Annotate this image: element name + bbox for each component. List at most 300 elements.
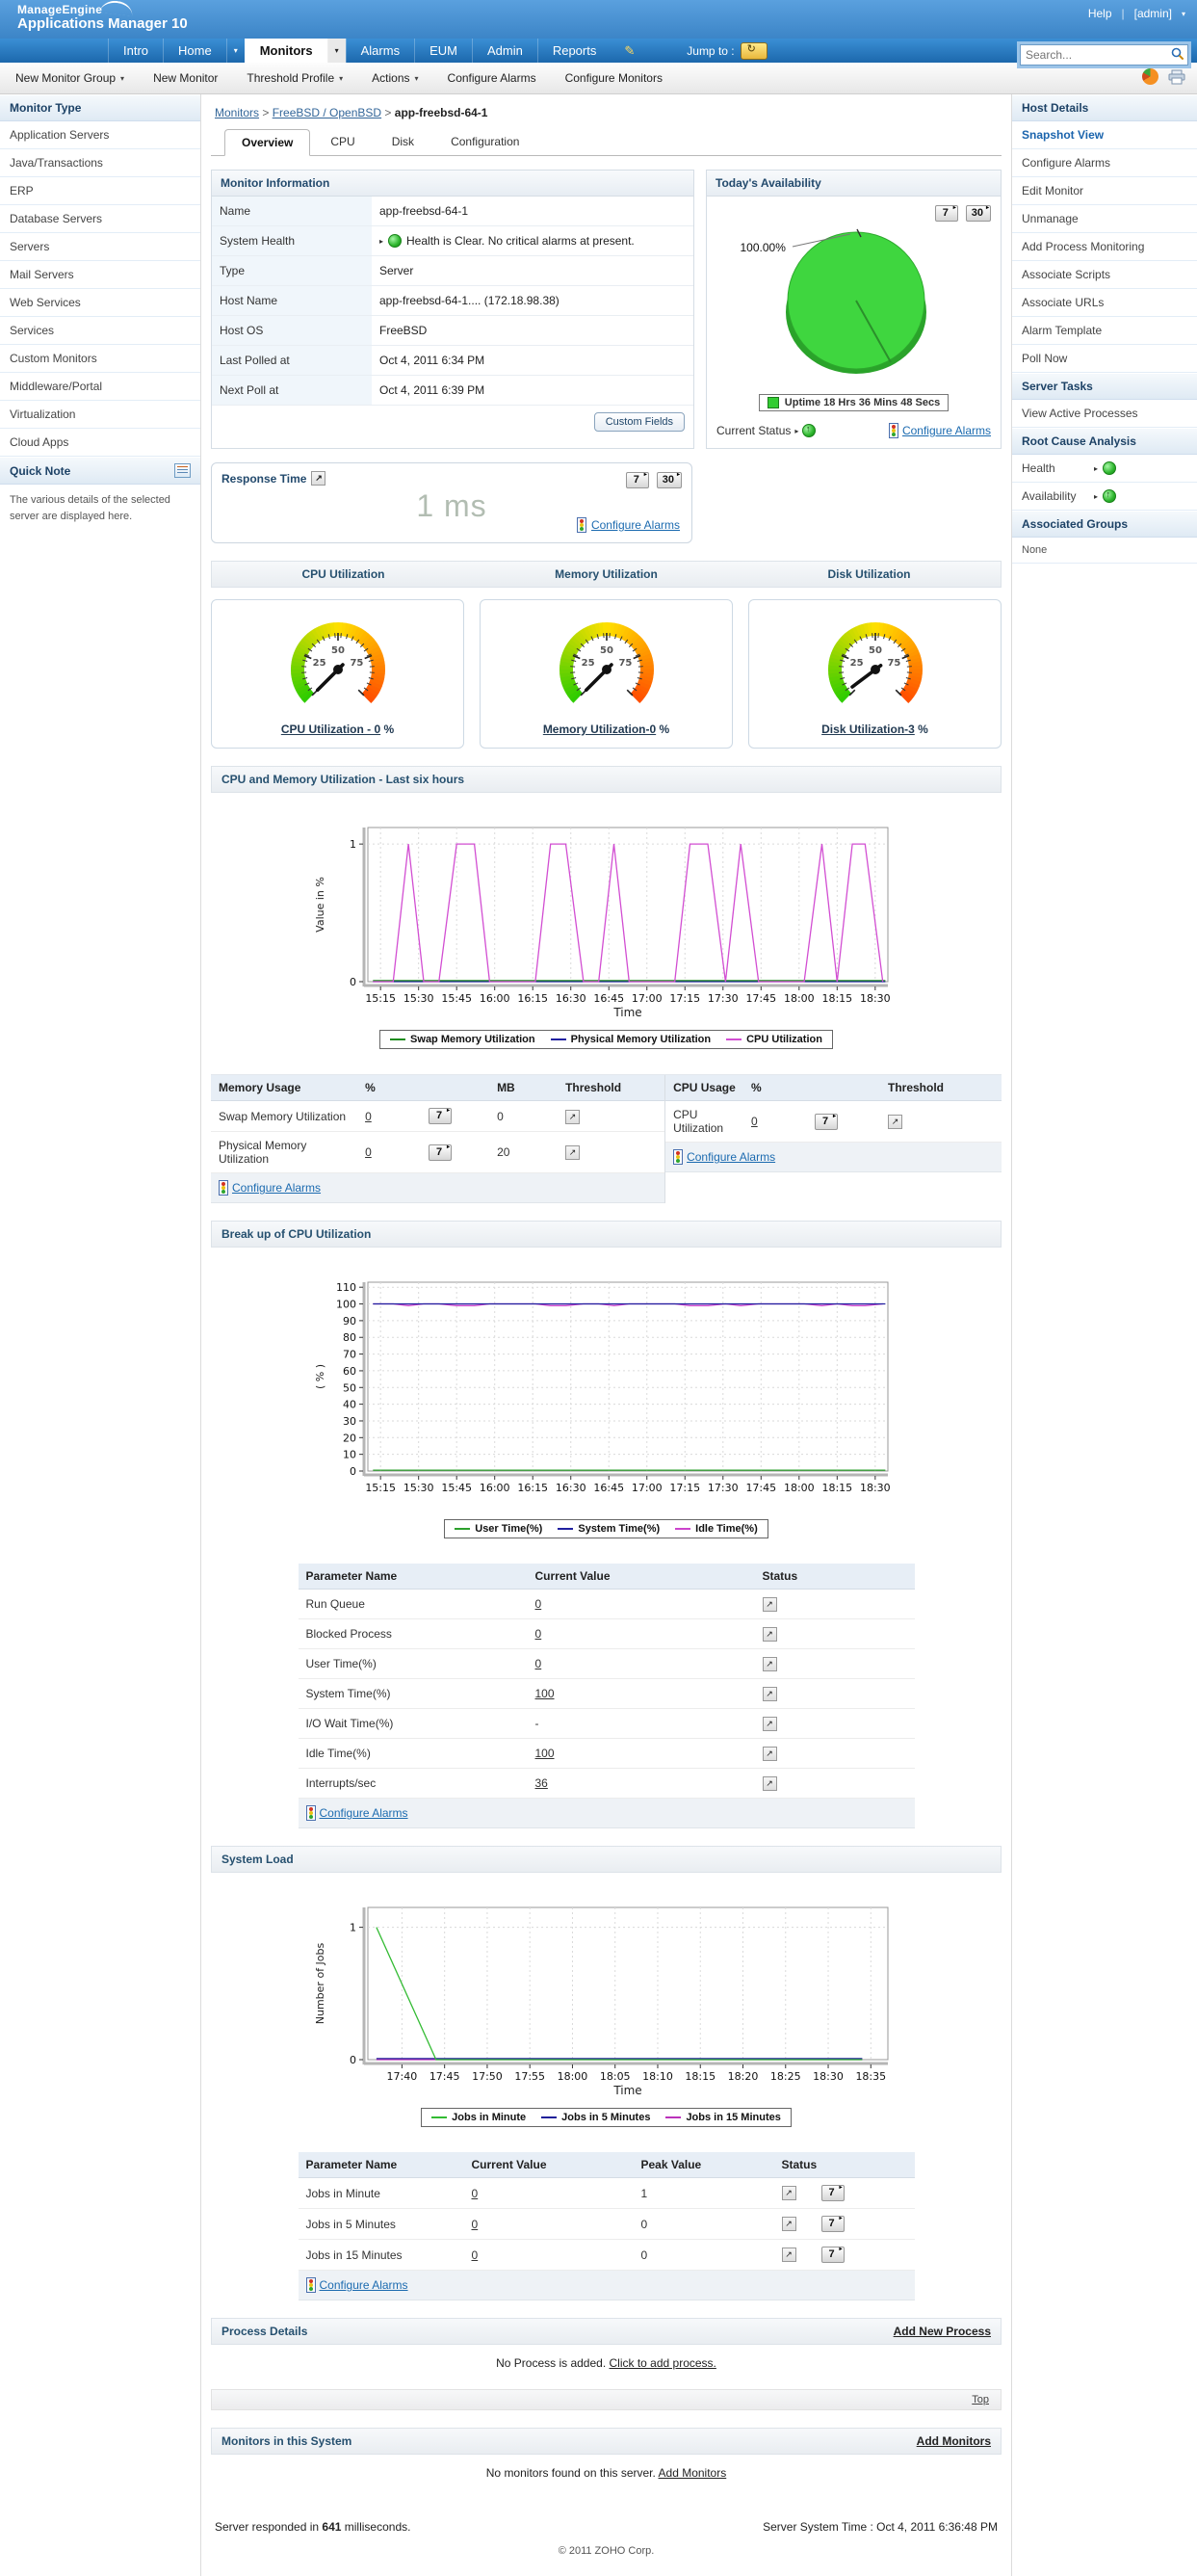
monitor-info-text: Health is Clear. No critical alarms at present. — [406, 234, 635, 248]
cpu-memory-chart-section — [211, 766, 1002, 1203]
current-value[interactable]: 0 — [535, 1627, 542, 1641]
svg-text:18:15: 18:15 — [821, 992, 852, 1005]
configure-alarms-link[interactable]: Configure Alarms — [687, 1150, 775, 1164]
svg-text:18:20: 18:20 — [727, 2070, 758, 2083]
breadcrumb-link-monitors[interactable]: Monitors — [215, 106, 259, 119]
monitor-information-header: Monitor Information — [212, 171, 693, 197]
param-name: Jobs in Minute — [299, 2178, 464, 2209]
sidebar-item-unmanage[interactable]: Unmanage — [1012, 205, 1197, 233]
param-name: Jobs in 5 Minutes — [299, 2209, 464, 2240]
last-7-days-button[interactable]: 7 ▸ — [429, 1144, 452, 1161]
top-header — [0, 0, 1197, 39]
toolbar-configure-alarms[interactable] — [448, 71, 536, 85]
gauge-link[interactable]: Memory Utilization-0 — [543, 723, 656, 736]
gauge-canvas — [266, 608, 410, 718]
quick-note-text: The various details of the selected server are displayed here. — [0, 485, 200, 532]
help-link[interactable]: Help — [1088, 7, 1112, 20]
gauge-label — [749, 723, 1001, 736]
monitor-info-row — [212, 226, 693, 256]
svg-text:16:00: 16:00 — [479, 1482, 509, 1494]
svg-text:16:45: 16:45 — [593, 1482, 624, 1494]
custom-fields-button[interactable]: Custom Fields — [594, 412, 685, 432]
monitor-type-list — [0, 121, 200, 457]
monitor-info-value — [372, 197, 693, 225]
value-link[interactable]: 0 — [365, 1110, 372, 1123]
gauge-cpu-utilization-0 — [211, 599, 464, 749]
rca-label: Availability — [1022, 489, 1089, 503]
traffic-light-icon — [306, 1805, 316, 1821]
toolbar-new-monitor[interactable] — [153, 71, 218, 85]
cpu-memory-chart-title: CPU and Memory Utilization - Last six hours — [221, 773, 464, 786]
table-row — [299, 1649, 915, 1679]
param-name: Jobs in 15 Minutes — [299, 2240, 464, 2271]
peak-value: 0 — [634, 2240, 774, 2271]
gauge-label — [481, 723, 732, 736]
value-link[interactable]: 0 — [365, 1145, 372, 1159]
last-7-days-button[interactable]: 7 ▸ — [821, 2247, 845, 2263]
last-7-days-button[interactable]: 7 ▸ — [429, 1108, 452, 1124]
sidebar-item-cloud-apps[interactable]: Cloud Apps — [0, 429, 200, 457]
col-header: Threshold — [880, 1075, 1002, 1101]
process-details-section — [211, 2318, 1002, 2410]
sidebar-item-custom-monitors[interactable]: Custom Monitors — [0, 345, 200, 373]
mb-value: 0 — [489, 1101, 558, 1132]
svg-text:90: 90 — [343, 1315, 356, 1327]
sidebar-item-servers[interactable]: Servers — [0, 233, 200, 261]
sidebar-item-snapshot-view[interactable]: Snapshot View — [1012, 121, 1197, 149]
svg-text:17:15: 17:15 — [669, 992, 700, 1005]
monitor-information-panel — [211, 170, 694, 449]
current-value[interactable]: 0 — [472, 2218, 479, 2231]
cpu-memory-chart — [211, 793, 1002, 1059]
threshold-icon[interactable]: ↗ — [763, 1597, 777, 1612]
svg-text:Time: Time — [612, 1006, 641, 1019]
toolbar-configure-monitors[interactable] — [565, 71, 663, 85]
sidebar-item-view-active-processes[interactable]: View Active Processes — [1012, 400, 1197, 428]
monitor-info-value — [372, 346, 693, 375]
process-details-title: Process Details — [221, 2325, 307, 2338]
gauge-row — [211, 599, 1002, 749]
note-icon — [174, 463, 191, 478]
system-load-title: System Load — [221, 1853, 294, 1866]
svg-text:0: 0 — [350, 2054, 356, 2066]
svg-text:16:30: 16:30 — [555, 1482, 585, 1494]
current-value[interactable]: 36 — [535, 1776, 548, 1790]
threshold-icon[interactable]: ↗ — [763, 1747, 777, 1761]
monitor-info-text: app-freebsd-64-1 — [379, 204, 468, 218]
traffic-light-icon — [306, 2277, 316, 2293]
memory-utilization-header: Memory Utilization — [475, 567, 738, 581]
svg-text:50: 50 — [600, 645, 613, 656]
legend-swatch-icon — [455, 1528, 470, 1530]
availability-legend — [759, 394, 949, 411]
memory-usage-table — [211, 1075, 664, 1203]
legend-swatch-icon — [726, 1038, 742, 1040]
configure-alarms — [673, 1149, 994, 1165]
table-row — [299, 1709, 915, 1739]
chevron-down-icon: ▾ — [415, 74, 419, 83]
toolbar-new-monitor-group[interactable] — [15, 71, 124, 85]
current-value[interactable]: 0 — [535, 1597, 542, 1611]
add-monitors-link[interactable]: Add Monitors — [917, 2434, 991, 2448]
monitor-info-label: Next Poll at — [212, 376, 372, 405]
nav-tab-alarms[interactable]: Alarms — [346, 39, 414, 63]
sidebar-item-edit-monitor[interactable]: Edit Monitor — [1012, 177, 1197, 205]
sidebar-item-middleware-portal[interactable]: Middleware/Portal — [0, 373, 200, 401]
monitor-info-label: Type — [212, 256, 372, 285]
cpu-parameters-table — [299, 1564, 915, 1828]
monitor-info-row — [212, 256, 693, 286]
toolbar-actions[interactable] — [372, 71, 418, 85]
cpu-parameters-table — [299, 1564, 915, 1828]
svg-text:15:45: 15:45 — [441, 992, 472, 1005]
monitor-info-row — [212, 197, 693, 226]
mb-value: 20 — [489, 1132, 558, 1173]
legend-item — [551, 1034, 711, 1045]
add-new-process-link[interactable]: Add New Process — [894, 2325, 991, 2338]
svg-text:15:45: 15:45 — [441, 1482, 472, 1494]
legend-label: Swap Memory Utilization — [410, 1034, 535, 1045]
svg-text:0: 0 — [350, 976, 356, 988]
svg-text:18:25: 18:25 — [769, 2070, 800, 2083]
col-header: Peak Value — [634, 2152, 774, 2178]
last-7-days-button[interactable]: 7 ▸ — [935, 205, 958, 222]
threshold-icon[interactable]: ↗ — [763, 1776, 777, 1791]
main-content — [201, 94, 1011, 2576]
table-row — [299, 1769, 915, 1799]
toolbar-items — [15, 71, 663, 85]
svg-text:15:15: 15:15 — [365, 992, 396, 1005]
legend-label: Jobs in 5 Minutes — [561, 2112, 650, 2123]
nav-caret-monitors[interactable]: ▾ — [327, 39, 346, 63]
nav-tab-monitors[interactable]: Monitors — [245, 39, 327, 63]
sidebar-item-web-services[interactable]: Web Services — [0, 289, 200, 317]
svg-text:18:15: 18:15 — [821, 1482, 852, 1494]
threshold-icon[interactable]: ↗ — [763, 1627, 777, 1642]
rail-list-associated-groups — [1012, 538, 1197, 564]
monitor-info-value — [372, 286, 693, 315]
nav-tab-reports[interactable]: Reports — [537, 39, 612, 63]
sidebar-item-mail-servers[interactable]: Mail Servers — [0, 261, 200, 289]
sidebar-item-database-servers[interactable]: Database Servers — [0, 205, 200, 233]
logo-line2: Applications Manager 10 — [17, 16, 188, 33]
nav-items — [108, 39, 611, 63]
sidebar-item-services[interactable]: Services — [0, 317, 200, 345]
click-to-add-process-link[interactable]: Click to add process. — [610, 2356, 716, 2370]
configure-alarms-link[interactable]: Configure Alarms — [591, 518, 680, 532]
svg-text:17:40: 17:40 — [386, 2070, 417, 2083]
svg-text:17:00: 17:00 — [631, 1482, 662, 1494]
search-area — [1017, 41, 1191, 68]
col-header: Parameter Name — [299, 2152, 464, 2178]
traffic-light-icon — [673, 1149, 683, 1165]
threshold-icon[interactable]: ↗ — [782, 2217, 796, 2231]
table-row — [299, 1739, 915, 1769]
peak-value: 0 — [634, 2209, 774, 2240]
value-link[interactable]: 0 — [751, 1115, 758, 1128]
legend-swatch-icon — [665, 2116, 681, 2118]
table-row — [299, 1619, 915, 1649]
sidebar-item-associate-scripts[interactable]: Associate Scripts — [1012, 261, 1197, 289]
admin-caret-icon[interactable]: ▾ — [1182, 10, 1185, 18]
svg-text:17:50: 17:50 — [472, 2070, 503, 2083]
monitor-info-text: Oct 4, 2011 6:34 PM — [379, 354, 484, 367]
svg-text:18:30: 18:30 — [813, 2070, 844, 2083]
search-input[interactable] — [1020, 44, 1188, 66]
legend-item — [558, 1523, 660, 1535]
no-process-text: No Process is added. — [496, 2356, 609, 2370]
svg-text:18:15: 18:15 — [685, 2070, 716, 2083]
table-row — [299, 1590, 915, 1619]
svg-text:16:15: 16:15 — [517, 992, 548, 1005]
table-row — [299, 2178, 915, 2209]
rca-health[interactable] — [1012, 455, 1197, 483]
threshold-icon[interactable]: ↗ — [763, 1657, 777, 1671]
svg-text:17:30: 17:30 — [707, 992, 738, 1005]
threshold-icon[interactable]: ↗ — [782, 2186, 796, 2200]
legend-item — [390, 1034, 535, 1045]
svg-text:18:00: 18:00 — [783, 1482, 814, 1494]
last-30-days-button[interactable]: 30 ▸ — [657, 472, 682, 488]
col-header — [807, 1075, 880, 1101]
print-icon[interactable] — [1168, 69, 1185, 85]
jump-to-icon[interactable] — [741, 42, 768, 60]
nav-tab-eum[interactable]: EUM — [414, 39, 472, 63]
threshold-icon[interactable]: ↗ — [763, 1717, 777, 1731]
sidebar-item-virtualization[interactable]: Virtualization — [0, 401, 200, 429]
col-header: CPU Usage — [665, 1075, 743, 1101]
health-ok-icon — [1103, 461, 1116, 475]
chart-canvas — [308, 814, 905, 1020]
sidebar-item-erp[interactable]: ERP — [0, 177, 200, 205]
availability-panel — [706, 170, 1002, 449]
sidebar-item-application-servers[interactable]: Application Servers — [0, 121, 200, 149]
svg-text:16:30: 16:30 — [555, 992, 585, 1005]
monitor-type-header: Monitor Type — [0, 94, 200, 121]
caret-icon: ▸ — [379, 237, 383, 246]
current-value[interactable]: 0 — [472, 2187, 479, 2200]
last-7-days-button[interactable]: 7 ▸ — [626, 472, 649, 488]
report-pie-icon[interactable] — [1142, 68, 1158, 85]
col-header — [421, 1075, 489, 1101]
tab-cpu[interactable]: CPU — [314, 129, 371, 155]
legend-label: CPU Utilization — [746, 1034, 822, 1045]
legend-label: User Time(%) — [475, 1523, 542, 1535]
current-status-label: Current Status — [716, 424, 791, 437]
add-monitors-inline-link[interactable]: Add Monitors — [659, 2466, 727, 2480]
gauge-link[interactable]: CPU Utilization - 0 — [281, 723, 380, 736]
svg-text:50: 50 — [343, 1381, 356, 1394]
last-7-days-button[interactable]: 7 ▸ — [821, 2185, 845, 2201]
configure-alarms-link[interactable]: Configure Alarms — [320, 2278, 408, 2292]
svg-text:Number of Jobs: Number of Jobs — [314, 1943, 326, 2025]
tab-overview[interactable]: Overview — [224, 129, 310, 156]
peak-value: 1 — [634, 2178, 774, 2209]
monitor-info-row — [212, 316, 693, 346]
threshold-icon[interactable]: ↗ — [888, 1115, 902, 1129]
sidebar-item-alarm-template[interactable]: Alarm Template — [1012, 317, 1197, 345]
col-header: MB — [489, 1075, 558, 1101]
svg-text:75: 75 — [887, 658, 900, 669]
col-header: Status — [774, 2152, 915, 2178]
svg-text:50: 50 — [869, 645, 882, 656]
breadcrumb-separator: > — [381, 106, 395, 119]
svg-text:18:10: 18:10 — [642, 2070, 673, 2083]
toolbar-label: Configure Monitors — [565, 71, 663, 85]
search-icon[interactable] — [1171, 47, 1184, 61]
nav-tab-intro[interactable]: Intro — [108, 39, 163, 63]
svg-text:16:15: 16:15 — [517, 1482, 548, 1494]
chevron-down-icon: ▾ — [339, 74, 343, 83]
rca-availability[interactable] — [1012, 483, 1197, 511]
breadcrumb-separator: > — [259, 106, 273, 119]
edit-icon[interactable]: ✎ — [611, 39, 648, 63]
toolbar-label: Threshold Profile — [247, 71, 334, 85]
last-7-days-button[interactable]: 7 ▸ — [815, 1114, 838, 1130]
monitor-info-value — [372, 256, 693, 285]
nav-tab-admin[interactable]: Admin — [472, 39, 537, 63]
last-30-days-button[interactable]: 30 ▸ — [966, 205, 991, 222]
breadcrumb-link-freebsd-openbsd[interactable]: FreeBSD / OpenBSD — [273, 106, 381, 119]
chart-legend — [379, 1030, 833, 1049]
configure-alarms — [306, 1805, 907, 1821]
configure-alarms-link[interactable]: Configure Alarms — [902, 424, 991, 437]
current-value[interactable]: 0 — [535, 1657, 542, 1670]
threshold-icon[interactable]: ↗ — [782, 2247, 796, 2262]
traffic-light-icon — [219, 1180, 228, 1196]
section-header-server-tasks: Server Tasks — [1012, 373, 1197, 400]
system-load-table — [299, 2152, 915, 2300]
svg-text:15:30: 15:30 — [403, 992, 433, 1005]
section-header-root-cause-analysis: Root Cause Analysis — [1012, 428, 1197, 455]
svg-text:70: 70 — [343, 1349, 356, 1361]
threshold-icon[interactable]: ↗ — [565, 1110, 580, 1124]
breadcrumb-current: app-freebsd-64-1 — [395, 106, 488, 119]
monitor-info-text: FreeBSD — [379, 324, 427, 337]
gauge-suffix: % — [656, 723, 669, 736]
breadcrumb — [215, 106, 1002, 119]
svg-text:17:55: 17:55 — [514, 2070, 545, 2083]
monitor-info-label: System Health — [212, 226, 372, 255]
param-name: System Time(%) — [299, 1679, 528, 1709]
sidebar-item-poll-now[interactable]: Poll Now — [1012, 345, 1197, 373]
no-monitors-text: No monitors found on this server. — [486, 2466, 659, 2480]
svg-text:Value in %: Value in % — [314, 877, 326, 933]
svg-text:60: 60 — [343, 1365, 356, 1378]
legend-swatch-icon — [558, 1528, 573, 1530]
response-time-panel — [211, 462, 692, 543]
memory-usage-table — [211, 1075, 665, 1203]
monitor-info-label: Host OS — [212, 316, 372, 345]
svg-text:17:30: 17:30 — [707, 1482, 738, 1494]
monitor-info-value — [372, 316, 693, 345]
availability-pie-chart — [739, 223, 970, 390]
sidebar-item-add-process-monitoring[interactable]: Add Process Monitoring — [1012, 233, 1197, 261]
legend-item — [675, 1523, 758, 1535]
chevron-down-icon: ▾ — [120, 74, 124, 83]
col-header: Memory Usage — [211, 1075, 357, 1101]
current-value[interactable]: 100 — [535, 1687, 555, 1700]
sidebar-item-configure-alarms[interactable]: Configure Alarms — [1012, 149, 1197, 177]
quick-note-header: Quick Note — [10, 464, 70, 478]
gauge-suffix: % — [380, 723, 394, 736]
system-load-section — [211, 1846, 1002, 2300]
svg-text:1: 1 — [350, 1922, 356, 1934]
toolbar-label: New Monitor Group — [15, 71, 116, 85]
nav-caret-home[interactable]: ▾ — [226, 39, 245, 63]
threshold-icon[interactable]: ↗ — [763, 1687, 777, 1701]
svg-text:40: 40 — [343, 1399, 356, 1411]
admin-menu[interactable]: [admin] — [1134, 7, 1172, 20]
param-name: I/O Wait Time(%) — [299, 1709, 528, 1739]
threshold-icon[interactable]: ↗ — [565, 1145, 580, 1160]
current-value[interactable]: 100 — [535, 1747, 555, 1760]
caret-icon: ▸ — [1094, 464, 1098, 473]
traffic-light-icon — [577, 517, 586, 533]
logo-line1: ManageEngine — [17, 4, 188, 16]
tab-disk[interactable]: Disk — [376, 129, 430, 155]
current-value: - — [535, 1717, 539, 1730]
svg-text:100: 100 — [336, 1299, 356, 1311]
app-logo — [17, 4, 188, 33]
toolbar-label: New Monitor — [153, 71, 218, 85]
monitor-info-value — [372, 226, 693, 255]
sidebar-item-associate-urls[interactable]: Associate URLs — [1012, 289, 1197, 317]
cpu-usage-table — [665, 1075, 1002, 1203]
svg-text:17:45: 17:45 — [429, 2070, 459, 2083]
gauge-link[interactable]: Disk Utilization-3 — [821, 723, 915, 736]
configure-alarms-link[interactable]: Configure Alarms — [320, 1806, 408, 1820]
monitor-info-row — [212, 286, 693, 316]
tab-configuration[interactable]: Configuration — [434, 129, 535, 155]
monitor-info-text: Server — [379, 264, 413, 277]
header-separator: | — [1122, 7, 1125, 20]
legend-item — [455, 1523, 542, 1535]
top-link[interactable]: Top — [972, 2394, 989, 2405]
sidebar-item-none: None — [1012, 538, 1197, 564]
svg-text:75: 75 — [618, 658, 632, 669]
rail-list-server-tasks — [1012, 400, 1197, 428]
svg-text:15:15: 15:15 — [365, 1482, 396, 1494]
gauge-suffix: % — [915, 723, 928, 736]
table-row — [299, 2209, 915, 2240]
nav-tab-home[interactable]: Home — [163, 39, 226, 63]
legend-swatch-icon — [541, 2116, 557, 2118]
sidebar-item-java-transactions[interactable]: Java/Transactions — [0, 149, 200, 177]
configure-alarms — [306, 2277, 907, 2293]
legend-item — [431, 2112, 526, 2123]
svg-text:18:30: 18:30 — [859, 992, 890, 1005]
legend-label: Physical Memory Utilization — [571, 1034, 711, 1045]
svg-text:17:45: 17:45 — [745, 1482, 776, 1494]
status-up-icon — [802, 424, 816, 437]
monitors-in-system-section — [211, 2428, 1002, 2491]
legend-item — [665, 2112, 780, 2123]
toolbar-threshold-profile[interactable] — [247, 71, 343, 85]
disk-utilization-header: Disk Utilization — [738, 567, 1001, 581]
uptime-swatch-icon — [768, 397, 779, 408]
table-row — [299, 1679, 915, 1709]
current-value[interactable]: 0 — [472, 2248, 479, 2262]
svg-text:20: 20 — [343, 1432, 356, 1444]
popout-chart-icon[interactable]: ↗ — [311, 471, 325, 486]
col-header: Threshold — [558, 1075, 664, 1101]
cpu-utilization-header: CPU Utilization — [212, 567, 475, 581]
last-7-days-button[interactable]: 7 ▸ — [821, 2216, 845, 2232]
configure-alarms-link[interactable]: Configure Alarms — [232, 1181, 321, 1195]
cpu-breakup-chart — [211, 1248, 1002, 1548]
legend-swatch-icon — [551, 1038, 566, 1040]
